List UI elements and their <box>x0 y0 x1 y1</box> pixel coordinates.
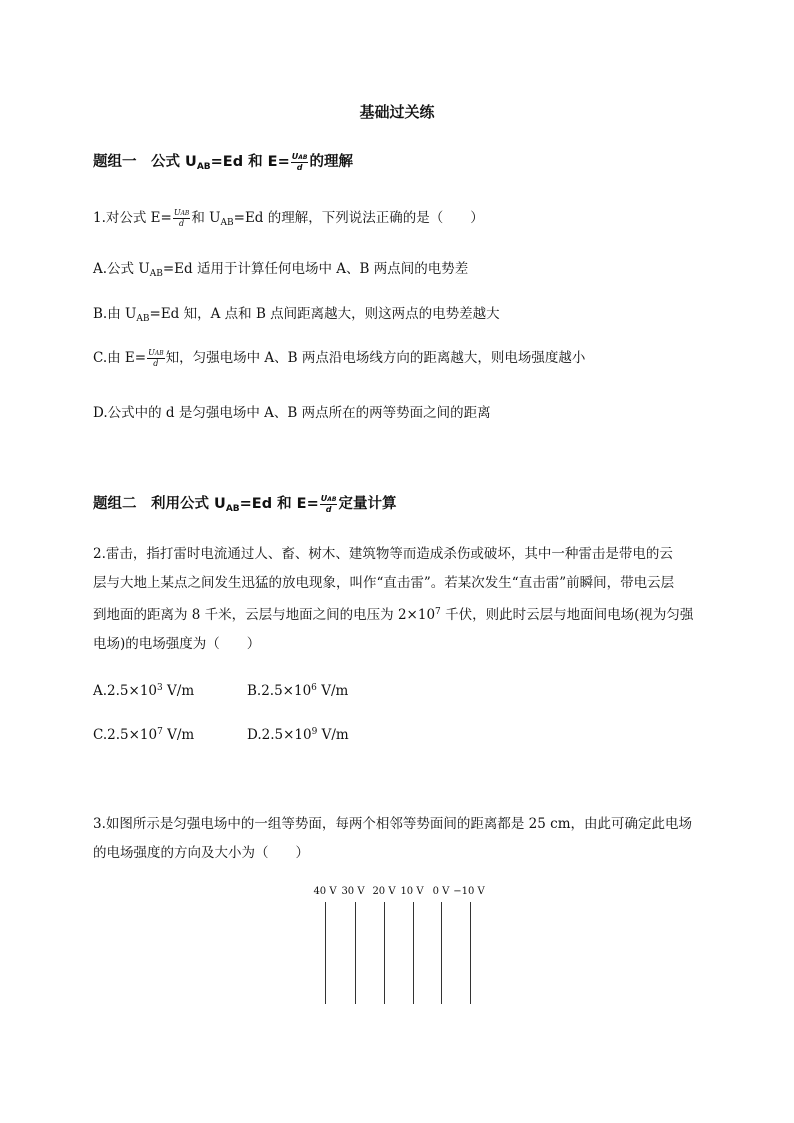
q2-option-a-text: A.2.5×10 <box>93 683 157 699</box>
q2-option-c-text: C.2.5×10 <box>93 727 158 743</box>
q2-option-a-unit: V/m <box>162 683 195 699</box>
q2-option-a <box>93 683 194 699</box>
group2-heading-mid: =Ed 和 E= <box>239 496 319 512</box>
q1-option-b <box>93 302 500 324</box>
group2-heading-suffix: 定量计算 <box>338 496 397 512</box>
formula-fraction <box>147 349 165 368</box>
fraction-numerator-sub: AB <box>298 153 308 161</box>
fraction-numerator: U <box>148 348 155 357</box>
q1-stem-a: 1.对公式 E= <box>93 210 172 226</box>
q1-option-c-rest: 知，匀强电场中 A、B 两点沿电场线方向的距离越大，则电场强度越小 <box>165 350 586 366</box>
q3-line-1: 3.如图所示是匀强电场中的一组等势面，每两个相邻等势面间的距离都是 25 cm，由此可确定此电场 <box>93 816 693 832</box>
q2-line-4: 电场)的电场强度为（ ） <box>93 636 261 652</box>
q1-option-a <box>93 257 468 279</box>
q1-option-b-text: B.由 U <box>93 306 137 322</box>
section-title: 基础过关练 <box>359 103 435 121</box>
fraction-denominator: d <box>296 162 303 172</box>
group2-heading <box>93 492 396 514</box>
group2-heading-sub: AB <box>225 504 240 514</box>
fraction-numerator-sub: AB <box>180 210 190 217</box>
equipotential-line <box>325 902 326 1004</box>
q1-option-b-sub: AB <box>136 314 150 324</box>
equipotential-line <box>355 902 356 1004</box>
q2-option-d-text: D.2.5×10 <box>247 727 312 743</box>
q2-line-3-a: 到地面的距离为 8 千米，云层与地面之间的电压为 2×10 <box>93 607 436 623</box>
fraction-numerator: U <box>291 151 299 161</box>
group1-heading <box>93 150 353 172</box>
q2-option-b-unit: V/m <box>316 683 349 699</box>
q2-line-2: 层与大地上某点之间发生迅猛的放电现象，叫作“直击雷”。若某次发生“直击雷”前瞬间，带电云层 <box>93 575 675 591</box>
q1-stem-b: 和 U <box>191 210 221 226</box>
group1-heading-suffix: 的理解 <box>309 154 353 170</box>
fraction-numerator-sub: AB <box>154 350 164 357</box>
q1-option-a-sub: AB <box>149 269 163 279</box>
q2-line-1: 2.雷击，指打雷时电流通过人、畜、树木、建筑物等而造成杀伤或破坏，其中一种雷击是带电的云 <box>93 546 673 562</box>
equipotential-line <box>384 902 385 1004</box>
group1-heading-sub: AB <box>196 162 211 172</box>
q2-stem <box>93 540 703 659</box>
fraction-denominator: d <box>325 504 332 514</box>
q2-option-c-unit: V/m <box>162 727 195 743</box>
group1-heading-mid: =Ed 和 E= <box>210 154 290 170</box>
equipotential-diagram <box>300 880 500 1010</box>
formula-fraction <box>320 495 338 514</box>
q2-option-c <box>93 727 194 743</box>
equipotential-label: 40 V <box>313 886 337 897</box>
q2-option-b-text: B.2.5×10 <box>247 683 312 699</box>
q2-option-b <box>247 683 348 699</box>
equipotential-label: 10 V <box>400 886 424 897</box>
fraction-numerator: U <box>320 493 328 503</box>
equipotential-line <box>470 902 471 1004</box>
q1-option-a-text: A.公式 U <box>93 261 150 277</box>
q1-option-b-rest: =Ed 知，A 点和 B 点间距离越大，则这两点的电势差越大 <box>149 306 500 322</box>
q3-stem <box>93 810 703 868</box>
formula-fraction <box>291 153 309 172</box>
formula-fraction <box>173 209 191 228</box>
q2-line-3-sup: 7 <box>435 607 441 617</box>
fraction-denominator: d <box>179 219 185 228</box>
fraction-denominator: d <box>153 359 159 368</box>
q3-line-2: 的电场强度的方向及大小为（ ） <box>93 845 309 861</box>
q2-option-d <box>247 727 349 743</box>
equipotential-label: 20 V <box>372 886 396 897</box>
q1-option-a-rest: =Ed 适用于计算任何电场中 A、B 两点间的电势差 <box>162 261 469 277</box>
q1-option-c <box>93 346 585 368</box>
equipotential-label: −10 V <box>453 886 485 897</box>
q2-line-3 <box>93 598 703 630</box>
q2-line-3-b: 千伏，则此时云层与地面间电场(视为匀强 <box>440 607 694 623</box>
q2-option-d-sup: 9 <box>311 727 318 737</box>
q1-option-c-text: C.由 E= <box>93 350 147 366</box>
q2-option-d-unit: V/m <box>317 727 349 743</box>
q1-option-d: D.公式中的 d 是匀强电场中 A、B 两点所在的两等势面之间的距离 <box>93 405 491 421</box>
group1-heading-prefix: 题组一 公式 U <box>93 154 197 170</box>
fraction-numerator: U <box>173 208 181 217</box>
q1-stem <box>93 206 484 228</box>
equipotential-label: 0 V <box>432 886 450 897</box>
q1-stem-sub: AB <box>220 218 234 228</box>
equipotential-label: 30 V <box>341 886 365 897</box>
q2-option-b-sup: 6 <box>311 683 317 693</box>
equipotential-line <box>413 902 414 1004</box>
group2-heading-prefix: 题组二 利用公式 U <box>93 496 226 512</box>
q1-stem-c: =Ed 的理解，下列说法正确的是（ ） <box>233 210 484 226</box>
equipotential-line <box>441 902 442 1004</box>
fraction-numerator-sub: AB <box>327 495 337 503</box>
q2-option-a-sup: 3 <box>157 683 163 693</box>
q2-option-c-sup: 7 <box>157 727 163 737</box>
